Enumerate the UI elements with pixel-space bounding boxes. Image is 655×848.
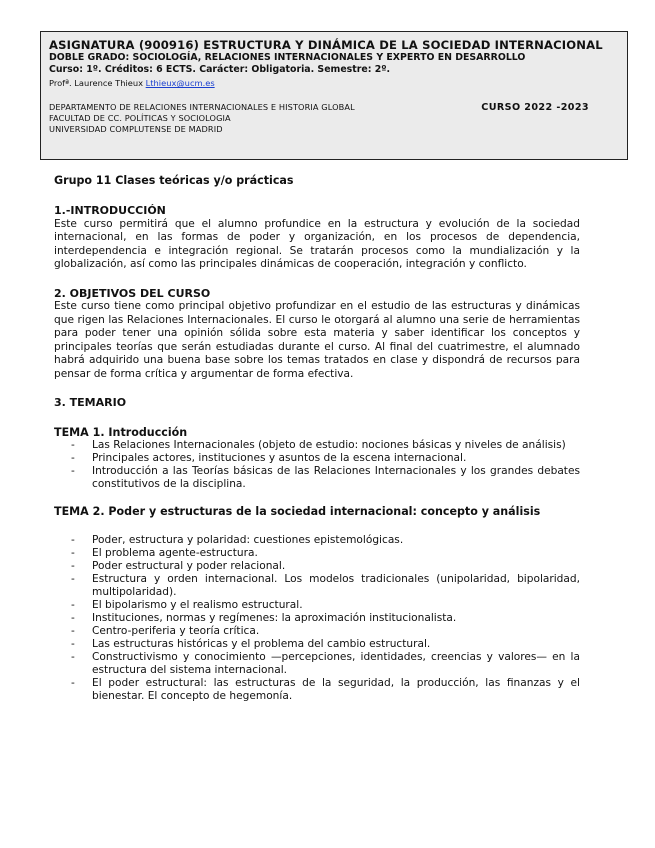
- objectives-paragraph: Este curso tiene como principal objetivo profundizar en el estudio de las estructuras y dinámicas que rigen las Relaciones Internacionales. El curso le otorgará al alumno una serie de herramientas para poder tener una opinión sólida sobre esta materia y saber identificar los conceptos y principales teorías que serán estudiadas durante el curso. Al final del cuatrimestre, el alumnado habrá adquirido una buena base sobre los temas tratados en clase y dispondrá de recursos para pensar de forma crítica y argumentar de forma efectiva.: [54, 300, 580, 380]
- faculty-name: FACULTAD DE CC. POLÍTICAS Y SOCIOLOGIA: [49, 113, 231, 123]
- list-item: - El poder estructural: las estructuras de la seguridad, la producción, las finanzas y el bienestar. El concepto de hegemonía.: [54, 677, 580, 703]
- tema1-list: [54, 439, 580, 491]
- list-item: - Principales actores, instituciones y asuntos de la escena internacional.: [54, 452, 580, 465]
- professor-email-link[interactable]: Lthieux@ucm.es: [145, 78, 215, 88]
- tema2-list: [54, 534, 580, 703]
- group-title: Grupo 11 Clases teóricas y/o prácticas: [54, 174, 294, 187]
- list-item: - Instituciones, normas y regímenes: la aproximación institucionalista.: [54, 612, 580, 625]
- course-info: Curso: 1º. Créditos: 6 ECTS. Carácter: Obligatoria. Semestre: 2º.: [49, 64, 391, 75]
- list-item: - Las Relaciones Internacionales (objeto de estudio: nociones básicas y niveles de análisis): [54, 439, 580, 452]
- tema1-heading: TEMA 1. Introducción: [54, 425, 188, 439]
- academic-year: CURSO 2022 -2023: [481, 102, 589, 113]
- list-item: - Centro-periferia y teoría crítica.: [54, 625, 580, 638]
- department-name: DEPARTAMENTO DE RELACIONES INTERNACIONALES E HISTORIA GLOBAL: [49, 102, 355, 112]
- list-item: - Estructura y orden internacional. Los modelos tradicionales (unipolaridad, bipolaridad, multipolaridad).: [54, 573, 580, 599]
- list-item: - El bipolarismo y el realismo estructural.: [54, 599, 580, 612]
- professor-line: [49, 77, 619, 89]
- objectives-heading: 2. OBJETIVOS DEL CURSO: [54, 286, 211, 300]
- course-title: ASIGNATURA (900916) ESTRUCTURA Y DINÁMICA DE LA SOCIEDAD INTERNACIONAL: [49, 38, 603, 52]
- course-header-box: [40, 31, 628, 160]
- intro-paragraph: Este curso permitirá que el alumno profundice en la estructura y evolución de la sociedad internacional, en las formas de poder y organización, en los procesos de dependencia, interdependencia e integración regional. Se tratarán procesos como la mundialización y la globalización, así como las principales dinámicas de cooperación, integración y conflicto.: [54, 217, 580, 270]
- list-item: - Las estructuras históricas y el problema del cambio estructural.: [54, 638, 580, 651]
- list-item: - Constructivismo y conocimiento —percepciones, identidades, creencias y valores— en la estructura del sistema internacional.: [54, 651, 580, 677]
- department-row: [49, 102, 589, 113]
- list-item: - Introducción a las Teorías básicas de las Relaciones Internacionales y los grandes debates constitutivos de la disciplina.: [54, 465, 580, 491]
- list-item: - Poder estructural y poder relacional.: [54, 560, 580, 573]
- professor-name: Profª. Laurence Thieux: [49, 78, 146, 88]
- list-item: - El problema agente-estructura.: [54, 547, 580, 560]
- degree-name: DOBLE GRADO: SOCIOLOGÍA, RELACIONES INTERNACIONALES Y EXPERTO EN DESARROLLO: [49, 52, 526, 63]
- university-name: UNIVERSIDAD COMPLUTENSE DE MADRID: [49, 124, 223, 134]
- list-item: - Poder, estructura y polaridad: cuestiones epistemológicas.: [54, 534, 580, 547]
- document-body: [54, 174, 580, 703]
- intro-heading: 1.-INTRODUCCIÓN: [54, 204, 166, 217]
- tema2-heading: TEMA 2. Poder y estructuras de la sociedad internacional: concepto y análisis: [54, 505, 541, 518]
- syllabus-heading: 3. TEMARIO: [54, 396, 127, 409]
